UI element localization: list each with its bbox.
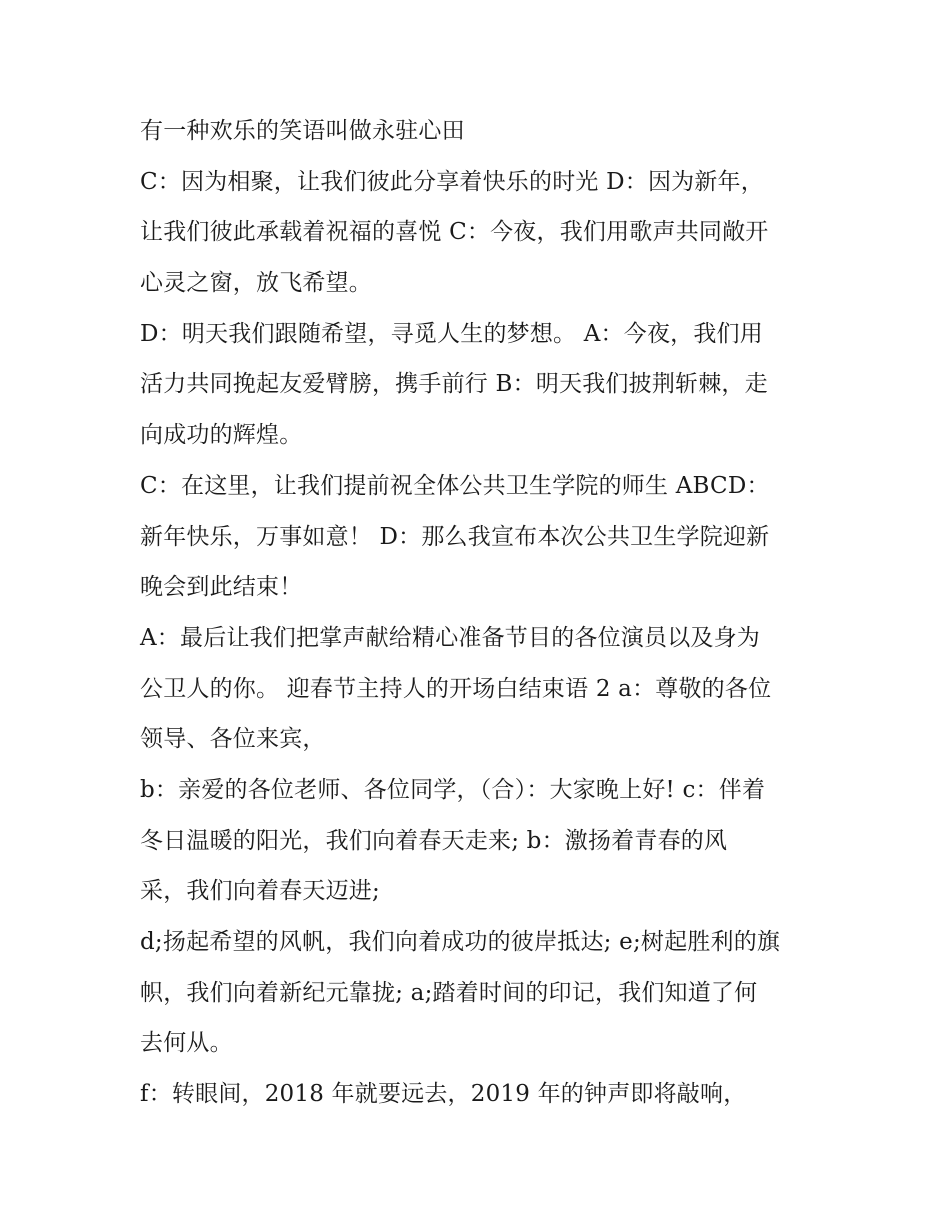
text-line: 新年快乐，万事如意！ D：那么我宣布本次公共卫生学院迎新 bbox=[140, 523, 770, 550]
text-line: d;扬起希望的风帆，我们向着成功的彼岸抵达; e;树起胜利的旗 bbox=[140, 929, 781, 955]
text-line: 让我们彼此承载着祝福的喜悦 C：今夜，我们用歌声共同敞开 bbox=[140, 219, 769, 246]
text-line: 帜，我们向着新纪元靠拢; a;踏着时间的印记，我们知道了何 bbox=[140, 979, 758, 1006]
text-line: b：亲爱的各位老师、各位同学，（合）：大家晚上好! c：伴着 bbox=[140, 776, 766, 803]
text-line: 活力共同挽起友爱臂膀，携手前行 B：明天我们披荆斩棘，走 bbox=[140, 371, 768, 398]
text-line: 向成功的辉煌。 bbox=[140, 422, 303, 449]
text-line: C：在这里，让我们提前祝全体公共卫生学院的师生 ABCD： bbox=[140, 472, 770, 499]
text-line: 冬日温暖的阳光，我们向着春天走来; b：激扬着青春的风 bbox=[140, 827, 728, 854]
text-line: 领导、各位来宾， bbox=[140, 726, 326, 753]
text-line: D：明天我们跟随希望，寻觅人生的梦想。 A：今夜，我们用 bbox=[140, 320, 763, 347]
text-line: 公卫人的你。 迎春节主持人的开场白结束语 2 a：尊敬的各位 bbox=[140, 675, 772, 702]
text-line: f：转眼间，2018 年就要远去，2019 年的钟声即将敲响， bbox=[140, 1081, 747, 1108]
text-line: C：因为相聚，让我们彼此分享着快乐的时光 D：因为新年， bbox=[140, 168, 764, 195]
text-line: 有一种欢乐的笑语叫做永驻心田 bbox=[140, 118, 465, 144]
text-line: 晚会到此结束！ bbox=[140, 574, 303, 601]
text-line: 心灵之窗，放飞希望。 bbox=[140, 270, 372, 297]
text-line: 去何从。 bbox=[140, 1030, 233, 1057]
text-line: 采，我们向着春天迈进; bbox=[140, 878, 380, 905]
text-line: A：最后让我们把掌声献给精心准备节目的各位演员以及身为 bbox=[140, 624, 761, 651]
document-body bbox=[140, 106, 820, 1120]
